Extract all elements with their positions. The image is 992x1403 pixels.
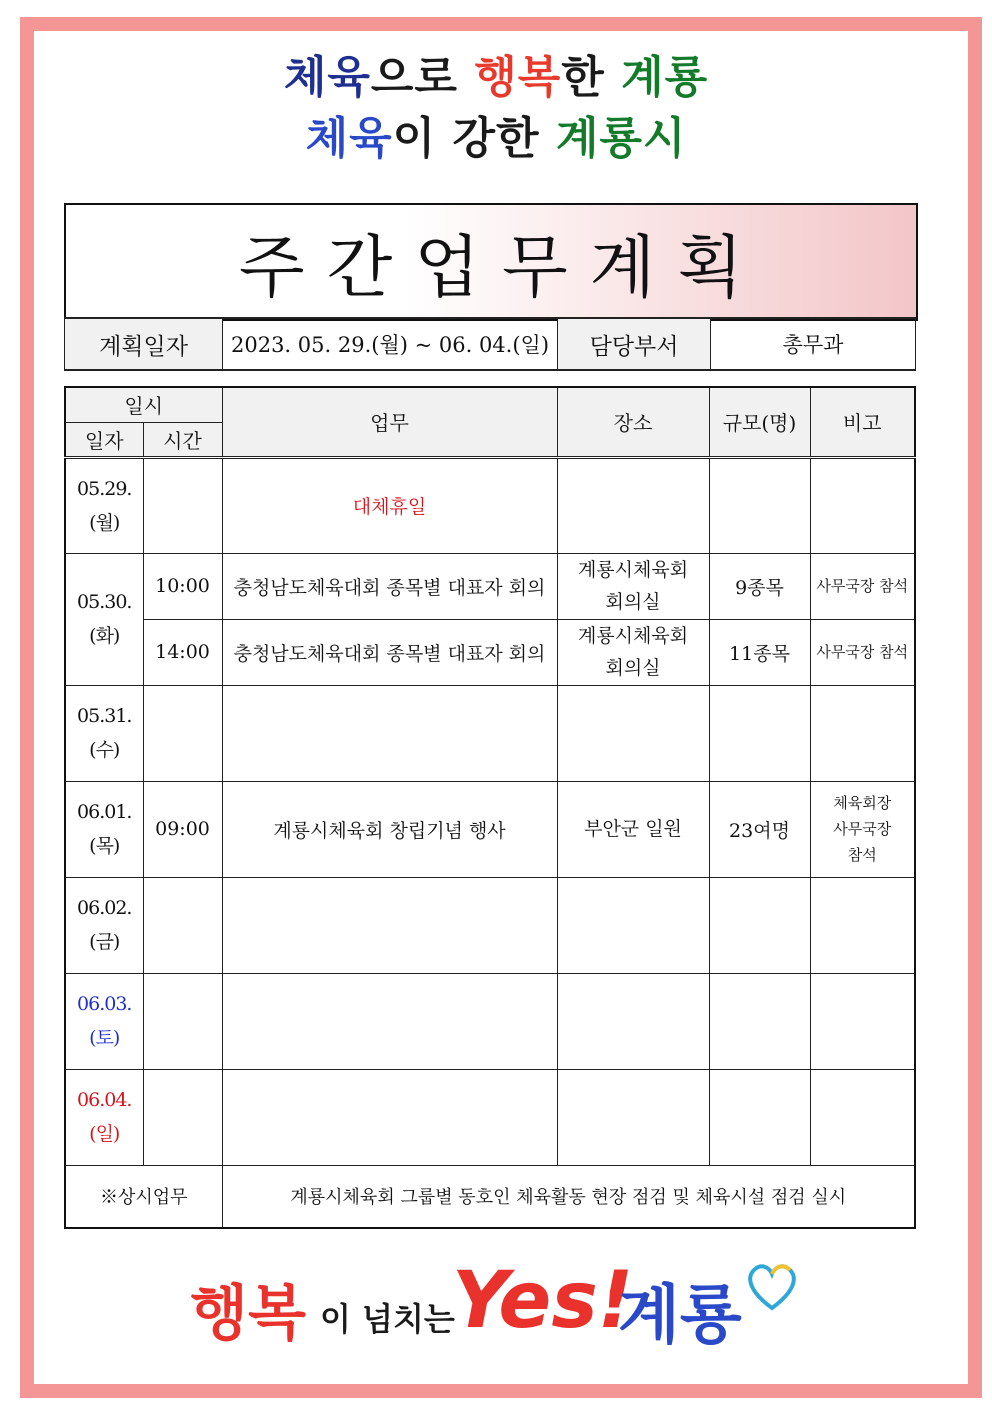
task-cell xyxy=(222,1069,557,1165)
page-title: 주간업무계획 xyxy=(238,228,766,308)
scale-cell: 11종목 xyxy=(709,619,810,685)
day-of-week: (토) xyxy=(89,1027,120,1049)
remarks-cell xyxy=(810,685,915,781)
remarks-cell xyxy=(810,1069,915,1165)
title-box xyxy=(64,203,918,321)
scale-cell xyxy=(709,877,810,973)
time-cell xyxy=(143,685,222,781)
slogan-segment: 계룡시 xyxy=(555,113,687,164)
time-cell: 09:00 xyxy=(143,781,222,877)
day-date: 06.03. xyxy=(77,993,132,1015)
time-cell xyxy=(143,457,222,553)
remarks-cell: 체육회장 사무국장 참석 xyxy=(810,781,915,877)
scale-cell xyxy=(709,973,810,1069)
table-row xyxy=(65,685,915,781)
header-remarks: 비고 xyxy=(810,387,915,457)
day-cell xyxy=(65,457,143,553)
slogan-segment: 행복 xyxy=(474,52,562,103)
header-time: 시간 xyxy=(143,422,222,457)
remarks-cell xyxy=(810,457,915,553)
day-cell xyxy=(65,973,143,1069)
header-date: 일자 xyxy=(65,422,143,457)
plan-date-value: 2023. 05. 29.(월) ~ 06. 04.(일) xyxy=(223,318,558,370)
table-row xyxy=(65,619,915,685)
header-task: 업무 xyxy=(222,387,557,457)
day-of-week: (목) xyxy=(89,835,120,857)
day-cell xyxy=(65,553,143,685)
scale-cell: 23여명 xyxy=(709,781,810,877)
slogan-segment: 으로 xyxy=(370,52,475,103)
day-date: 06.01. xyxy=(77,801,132,823)
day-date: 05.30. xyxy=(77,591,132,613)
slogan-segment: 한 xyxy=(561,52,622,103)
dept-value: 총무과 xyxy=(711,318,916,370)
scale-cell xyxy=(709,457,810,553)
regular-task-value: 계룡시체육회 그룹별 동호인 체육활동 현장 점검 및 체육시설 점검 실시 xyxy=(222,1165,915,1228)
place-cell xyxy=(557,685,709,781)
table-row xyxy=(65,553,915,619)
day-of-week: (월) xyxy=(89,511,120,534)
regular-task-label: ※상시업무 xyxy=(65,1165,222,1228)
time-cell: 10:00 xyxy=(143,553,222,619)
table-row xyxy=(65,877,915,973)
day-date: 06.02. xyxy=(77,897,132,919)
slogan-line-2 xyxy=(0,113,992,164)
logo-gyeryong: 계룡 xyxy=(618,1279,742,1353)
place-cell: 부안군 일원 xyxy=(557,781,709,877)
day-date: 05.29. xyxy=(77,477,132,500)
logo-yes: Yes! xyxy=(452,1256,634,1346)
task-cell: 충청남도체육대회 종목별 대표자 회의 xyxy=(222,553,557,619)
remarks-cell: 사무국장 참석 xyxy=(810,553,915,619)
day-cell xyxy=(65,781,143,877)
slogan-segment: 이 강한 xyxy=(392,113,556,164)
info-table xyxy=(64,317,916,371)
slogan-segment: 체육 xyxy=(305,113,393,164)
day-cell xyxy=(65,685,143,781)
day-of-week: (수) xyxy=(89,739,120,761)
day-cell xyxy=(65,1069,143,1165)
bottom-logo xyxy=(190,1256,810,1356)
day-of-week: (일) xyxy=(89,1123,120,1145)
table-row xyxy=(65,781,915,877)
header-scale: 규모(명) xyxy=(709,387,810,457)
place-cell xyxy=(557,973,709,1069)
time-cell xyxy=(143,973,222,1069)
remarks-cell xyxy=(810,877,915,973)
place-cell: 계룡시체육회 회의실 xyxy=(557,619,709,685)
place-cell xyxy=(557,1069,709,1165)
scale-cell: 9종목 xyxy=(709,553,810,619)
scale-cell xyxy=(709,1069,810,1165)
scale-cell xyxy=(709,685,810,781)
task-cell: 계룡시체육회 창립기념 행사 xyxy=(222,781,557,877)
slogan-line-1 xyxy=(0,52,992,103)
header-place: 장소 xyxy=(557,387,709,457)
plan-date-label: 계획일자 xyxy=(65,318,223,370)
remarks-cell: 사무국장 참석 xyxy=(810,619,915,685)
remarks-cell xyxy=(810,973,915,1069)
place-cell: 계룡시체육회 회의실 xyxy=(557,553,709,619)
schedule-table xyxy=(64,386,916,1229)
time-cell xyxy=(143,877,222,973)
time-cell: 14:00 xyxy=(143,619,222,685)
slogan-segment: 체육 xyxy=(283,52,371,103)
dept-label: 담당부서 xyxy=(558,318,711,370)
heart-icon xyxy=(742,1256,802,1316)
task-cell xyxy=(222,973,557,1069)
logo-happiness: 행복 xyxy=(190,1279,306,1349)
place-cell xyxy=(557,457,709,553)
place-cell xyxy=(557,877,709,973)
day-date: 05.31. xyxy=(77,705,132,727)
header-datetime: 일시 xyxy=(65,387,222,422)
table-row xyxy=(65,457,915,553)
task-cell: 대체휴일 xyxy=(222,457,557,553)
day-of-week: (금) xyxy=(89,931,120,953)
day-date: 06.04. xyxy=(77,1089,132,1111)
slogan-segment: 계룡 xyxy=(621,52,709,103)
task-cell xyxy=(222,685,557,781)
day-of-week: (화) xyxy=(89,625,120,647)
table-row xyxy=(65,973,915,1069)
task-cell xyxy=(222,877,557,973)
time-cell xyxy=(143,1069,222,1165)
day-cell xyxy=(65,877,143,973)
task-cell: 충청남도체육대회 종목별 대표자 회의 xyxy=(222,619,557,685)
table-row xyxy=(65,1069,915,1165)
logo-overflowing: 이 넘치는 xyxy=(320,1300,455,1338)
